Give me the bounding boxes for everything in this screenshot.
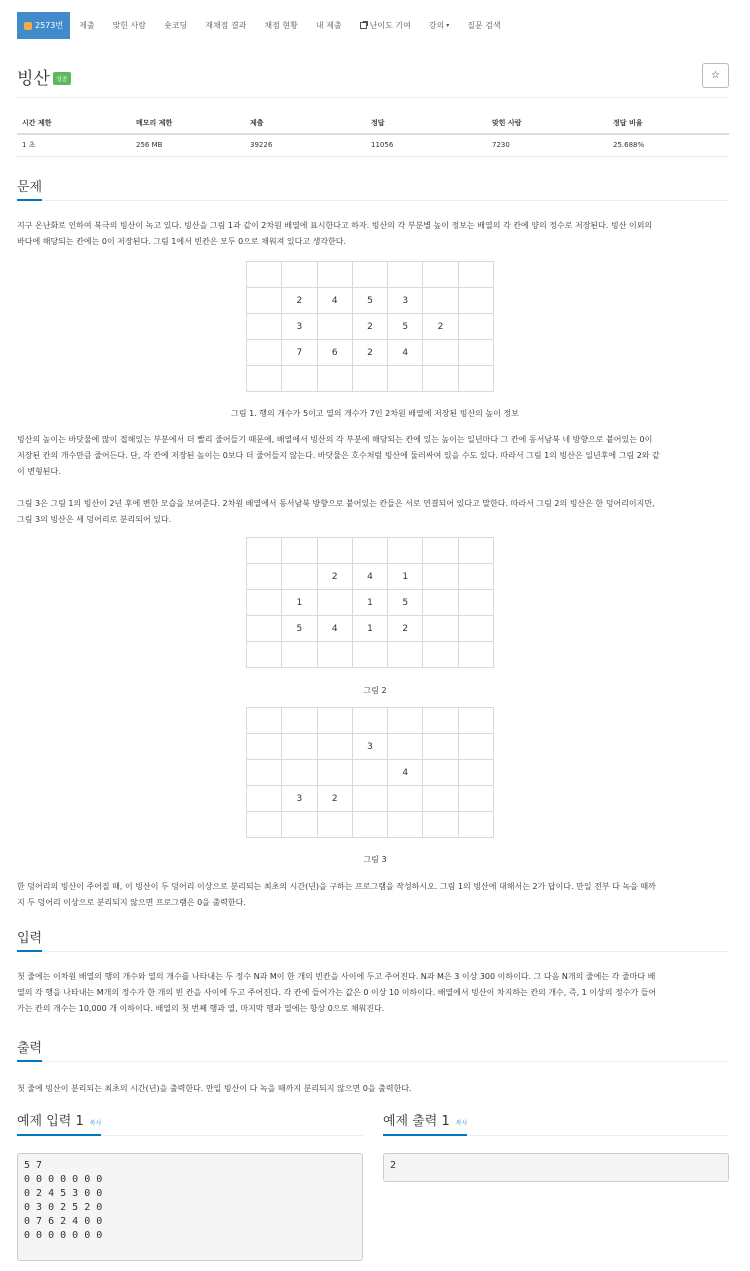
- sample-output-box[interactable]: 2: [383, 1153, 729, 1182]
- grid-cell: [247, 708, 282, 734]
- grid-cell: [317, 262, 352, 288]
- grid-cell: [352, 538, 387, 564]
- grid-cell: 2: [352, 340, 387, 366]
- grid-cell: [352, 708, 387, 734]
- grid-cell: [423, 786, 458, 812]
- grid-row: [247, 538, 494, 564]
- grid-cell: [317, 812, 352, 838]
- problem-paragraph-2: [17, 432, 732, 480]
- problem-paragraph-4: [17, 879, 732, 911]
- nav-solvers[interactable]: 맞힌 사람: [112, 21, 147, 30]
- section-input-accent: [17, 950, 42, 952]
- problem-info-table: [17, 113, 729, 157]
- grid-cell: 4: [317, 288, 352, 314]
- sample-input-title: [17, 1110, 101, 1129]
- nav-lecture-label: 강의: [428, 21, 445, 30]
- nav-question-search[interactable]: 질문 검색: [467, 21, 501, 30]
- grid-cell: [247, 366, 282, 392]
- grid-cell: 1: [352, 590, 387, 616]
- grid-cell: [282, 812, 317, 838]
- grid-cell: 1: [352, 616, 387, 642]
- grid-cell: [247, 262, 282, 288]
- grid-cell: [458, 288, 493, 314]
- grid-cell: [458, 616, 493, 642]
- grid-cell: [317, 314, 352, 340]
- title-row: [17, 62, 729, 92]
- grid-cell: 4: [352, 564, 387, 590]
- trophy-icon: [24, 22, 32, 30]
- grid-cell: [282, 760, 317, 786]
- grid-row: [247, 708, 494, 734]
- grid-row: [247, 734, 494, 760]
- grid-cell: 3: [388, 288, 423, 314]
- grid-cell: [388, 786, 423, 812]
- text-line: 열의 각 행을 나타내는 M개의 정수가 한 개의 빈 칸을 사이에 두고 주어진다. 각 칸에 들어가는 값은 0 이상 10 이하이다. 배열에서 빙산이 차지하는 칸의 개수, 즉, 1 이상의 정수가 들어: [17, 988, 657, 997]
- grid-cell: [282, 642, 317, 668]
- grid-cell: [247, 642, 282, 668]
- grid-cell: 7: [282, 340, 317, 366]
- grid-cell: 2: [423, 314, 458, 340]
- grid-row: [247, 262, 494, 288]
- text-line: 첫 줄에 빙산이 분리되는 최초의 시간(년)을 출력한다. 만일 빙산이 다 녹을 때까지 분리되지 않으면 0을 출력한다.: [17, 1084, 412, 1093]
- grid-cell: [458, 642, 493, 668]
- grid-cell: [423, 262, 458, 288]
- grid-cell: [388, 734, 423, 760]
- nav-rejudge[interactable]: 재채점 결과: [205, 21, 247, 30]
- figure-2-grid: [246, 537, 494, 668]
- value-submissions: 39226: [245, 134, 366, 156]
- sample-input-label: 예제 입력 1: [17, 1114, 84, 1129]
- grid-cell: [352, 262, 387, 288]
- text-line: 바다에 해당되는 칸에는 0이 저장된다. 그림 1에서 빈칸은 모두 0으로 채워져 있다고 생각한다.: [17, 237, 347, 246]
- grid-cell: [247, 786, 282, 812]
- nav-problem-id[interactable]: [17, 12, 70, 39]
- text-line: 지구 온난화로 인하여 북극의 빙산이 녹고 있다. 빙산을 그림 1과 같이 2차원 배열에 표시한다고 하자. 빙산의 각 부분별 높이 정보는 배열의 각 칸에 양의 정수로 저장된다. 빙산 이외의: [17, 221, 653, 230]
- grid-cell: [423, 812, 458, 838]
- status-badge: 성공: [53, 72, 71, 85]
- grid-row: [247, 366, 494, 392]
- grid-cell: [458, 314, 493, 340]
- caret-down-icon: ▾: [446, 22, 450, 29]
- grid-cell: [458, 708, 493, 734]
- grid-cell: 5: [388, 314, 423, 340]
- grid-cell: [423, 340, 458, 366]
- grid-cell: [317, 708, 352, 734]
- grid-cell: [247, 340, 282, 366]
- grid-cell: [247, 812, 282, 838]
- section-input-divider: [17, 951, 729, 952]
- grid-cell: [282, 366, 317, 392]
- grid-row: [247, 760, 494, 786]
- grid-cell: [458, 734, 493, 760]
- grid-cell: [458, 590, 493, 616]
- grid-cell: [282, 538, 317, 564]
- text-line: 이 변형된다.: [17, 467, 61, 476]
- grid-cell: 6: [317, 340, 352, 366]
- copy-input-button[interactable]: 복사: [89, 1120, 102, 1127]
- external-link-icon: [360, 22, 367, 29]
- grid-cell: [388, 366, 423, 392]
- grid-cell: [282, 262, 317, 288]
- grid-cell: [247, 564, 282, 590]
- grid-cell: [423, 538, 458, 564]
- grid-cell: [388, 262, 423, 288]
- header-memory-limit: 메모리 제한: [131, 113, 245, 134]
- header-submissions: 제출: [245, 113, 366, 134]
- value-accepted: 11056: [366, 134, 487, 156]
- sample-output-label: 예제 출력 1: [383, 1114, 450, 1129]
- figure-3-grid: [246, 707, 494, 838]
- grid-cell: [317, 590, 352, 616]
- grid-cell: [423, 590, 458, 616]
- grid-row: [247, 314, 494, 340]
- grid-cell: [317, 538, 352, 564]
- grid-row: [247, 616, 494, 642]
- grid-cell: [352, 366, 387, 392]
- grid-cell: 2: [388, 616, 423, 642]
- grid-row: [247, 786, 494, 812]
- grid-cell: [458, 538, 493, 564]
- grid-cell: [247, 734, 282, 760]
- grid-cell: [282, 734, 317, 760]
- problem-paragraph-3: [17, 496, 732, 528]
- grid-cell: [458, 366, 493, 392]
- grid-cell: [388, 708, 423, 734]
- text-line: 지 두 덩어리 이상으로 분리되지 않으면 프로그램은 0을 출력한다.: [17, 898, 246, 907]
- grid-cell: 2: [352, 314, 387, 340]
- grid-cell: 3: [282, 786, 317, 812]
- grid-cell: [247, 616, 282, 642]
- grid-row: [247, 288, 494, 314]
- figure-1-caption: 그림 1. 행의 개수가 5이고 열의 개수가 7인 2차원 배열에 저장된 빙산의 높이 정보: [231, 409, 519, 418]
- text-line: 저장된 칸의 개수만큼 줄어든다. 단, 각 칸에 저장된 높이는 0보다 더 줄어들지 않는다. 바닷물은 호수처럼 빙산에 둘러싸여 있을 수도 있다. 따라서 그림 1의 빙산은 일년후에 그림 2와 같: [17, 451, 660, 460]
- grid-row: [247, 812, 494, 838]
- text-line: 그림 3의 빙산은 세 덩어리로 분리되어 있다.: [17, 515, 172, 524]
- section-output-title: 출력: [17, 1041, 43, 1056]
- sample-output-accent: [383, 1134, 467, 1136]
- text-line: 한 덩어리의 빙산이 주어질 때, 이 빙산이 두 덩어리 이상으로 분리되는 최초의 시간(년)을 구하는 프로그램을 작성하시오. 그림 1의 빙산에 대해서는 2가 답이다. 만일 전부 다 녹을 때까: [17, 882, 656, 891]
- favorite-button[interactable]: [702, 63, 729, 88]
- grid-cell: [282, 564, 317, 590]
- section-output-divider: [17, 1061, 729, 1062]
- grid-cell: [352, 642, 387, 668]
- grid-cell: 4: [388, 340, 423, 366]
- grid-cell: 4: [317, 616, 352, 642]
- header-ratio: 정답 비율: [608, 113, 729, 134]
- grid-cell: [458, 262, 493, 288]
- problem-nav: [17, 12, 510, 39]
- figure-2-caption: 그림 2: [363, 686, 387, 695]
- section-output-accent: [17, 1060, 42, 1062]
- grid-row: [247, 642, 494, 668]
- section-problem-title: 문제: [17, 180, 43, 195]
- grid-cell: 1: [388, 564, 423, 590]
- grid-row: [247, 590, 494, 616]
- header-solvers: 맞힌 사람: [487, 113, 608, 134]
- grid-cell: [247, 760, 282, 786]
- grid-cell: 3: [282, 314, 317, 340]
- value-memory-limit: 256 MB: [131, 134, 245, 156]
- grid-cell: [317, 366, 352, 392]
- grid-cell: [458, 564, 493, 590]
- grid-cell: 4: [388, 760, 423, 786]
- grid-cell: [423, 366, 458, 392]
- section-problem-accent: [17, 199, 42, 201]
- grid-cell: 5: [352, 288, 387, 314]
- grid-cell: [388, 812, 423, 838]
- grid-cell: [247, 288, 282, 314]
- grid-cell: [317, 642, 352, 668]
- figure-1-grid: [246, 261, 494, 392]
- sample-output-title: [383, 1110, 467, 1129]
- sample-input-box[interactable]: 5 7 0 0 0 0 0 0 0 0 2 4 5 3 0 0 0 3 0 2 5 2 0 0 7 6 2 4 0 0 0 0 0 0 0 0 0: [17, 1153, 363, 1261]
- grid-cell: 5: [282, 616, 317, 642]
- page-title: 빙산: [17, 69, 50, 89]
- nav-difficulty[interactable]: [351, 12, 420, 39]
- text-line: 가는 칸의 개수는 10,000 개 이하이다. 배열의 첫 번째 행과 열, 마지막 행과 열에는 항상 0으로 채워진다.: [17, 1004, 385, 1013]
- text-line: 그림 3은 그림 1의 빙산이 2년 후에 변한 모습을 보여준다. 2차원 배열에서 동서남북 방향으로 붙어있는 칸들은 서로 연결되어 있다고 말한다. 따라서 그림 2의 빙산은 한 덩어리이지만,: [17, 499, 655, 508]
- grid-cell: [352, 786, 387, 812]
- grid-cell: [423, 564, 458, 590]
- grid-cell: [317, 734, 352, 760]
- value-solvers: 7230: [487, 134, 608, 156]
- grid-cell: 1: [282, 590, 317, 616]
- grid-cell: [247, 590, 282, 616]
- input-paragraph: [17, 969, 732, 1017]
- section-input-title: 입력: [17, 931, 43, 946]
- grid-cell: [458, 786, 493, 812]
- text-line: 첫 줄에는 이차원 배열의 행의 개수와 열의 개수를 나타내는 두 정수 N과 M이 한 개의 빈칸을 사이에 두고 주어진다. N과 M은 3 이상 300 이하이다. 그 다음 N개의 줄에는 각 줄마다 배: [17, 972, 656, 981]
- output-paragraph: [17, 1081, 732, 1097]
- star-icon: ☆: [711, 70, 720, 81]
- title-divider: [17, 97, 729, 98]
- grid-cell: [423, 760, 458, 786]
- copy-output-button[interactable]: 복사: [455, 1120, 468, 1127]
- grid-cell: 2: [317, 564, 352, 590]
- nav-problem-id-label: 2573번: [35, 21, 64, 30]
- grid-cell: [458, 812, 493, 838]
- grid-cell: [247, 314, 282, 340]
- nav-my-submissions[interactable]: 내 제출: [315, 21, 342, 30]
- grid-cell: [388, 538, 423, 564]
- grid-cell: [388, 642, 423, 668]
- figure-3-caption: 그림 3: [363, 855, 387, 864]
- grid-row: [247, 340, 494, 366]
- grid-cell: [423, 288, 458, 314]
- grid-cell: [282, 708, 317, 734]
- grid-cell: [352, 760, 387, 786]
- table-row: [17, 134, 729, 156]
- text-line: 빙산의 높이는 바닷물에 많이 접해있는 부분에서 더 빨리 줄어들기 때문에, 배열에서 빙산의 각 부분에 해당되는 칸에 있는 높이는 일년마다 그 칸에 동서남북 네 방향으로 붙어있는 0이: [17, 435, 653, 444]
- grid-cell: [423, 734, 458, 760]
- grid-cell: 3: [352, 734, 387, 760]
- value-ratio: 25.688%: [608, 134, 729, 156]
- header-time-limit: 시간 제한: [17, 113, 131, 134]
- value-time-limit: 1 초: [17, 134, 131, 156]
- grid-cell: 5: [388, 590, 423, 616]
- grid-cell: [352, 812, 387, 838]
- table-header-row: [17, 113, 729, 134]
- nav-submit[interactable]: 제출: [79, 21, 95, 30]
- nav-status[interactable]: 채점 현황: [264, 21, 298, 30]
- header-accepted: 정답: [366, 113, 487, 134]
- problem-paragraph-1: [17, 218, 732, 250]
- grid-cell: [317, 760, 352, 786]
- sample-input-accent: [17, 1134, 101, 1136]
- nav-lecture[interactable]: [420, 12, 458, 39]
- section-problem-divider: [17, 200, 729, 201]
- grid-cell: [458, 760, 493, 786]
- grid-cell: [247, 538, 282, 564]
- grid-cell: [423, 642, 458, 668]
- nav-short-coding[interactable]: 숏코딩: [164, 21, 188, 30]
- grid-cell: 2: [282, 288, 317, 314]
- grid-row: [247, 564, 494, 590]
- grid-cell: [423, 708, 458, 734]
- grid-cell: 2: [317, 786, 352, 812]
- nav-difficulty-label: 난이도 기여: [369, 21, 411, 30]
- grid-cell: [423, 616, 458, 642]
- grid-cell: [458, 340, 493, 366]
